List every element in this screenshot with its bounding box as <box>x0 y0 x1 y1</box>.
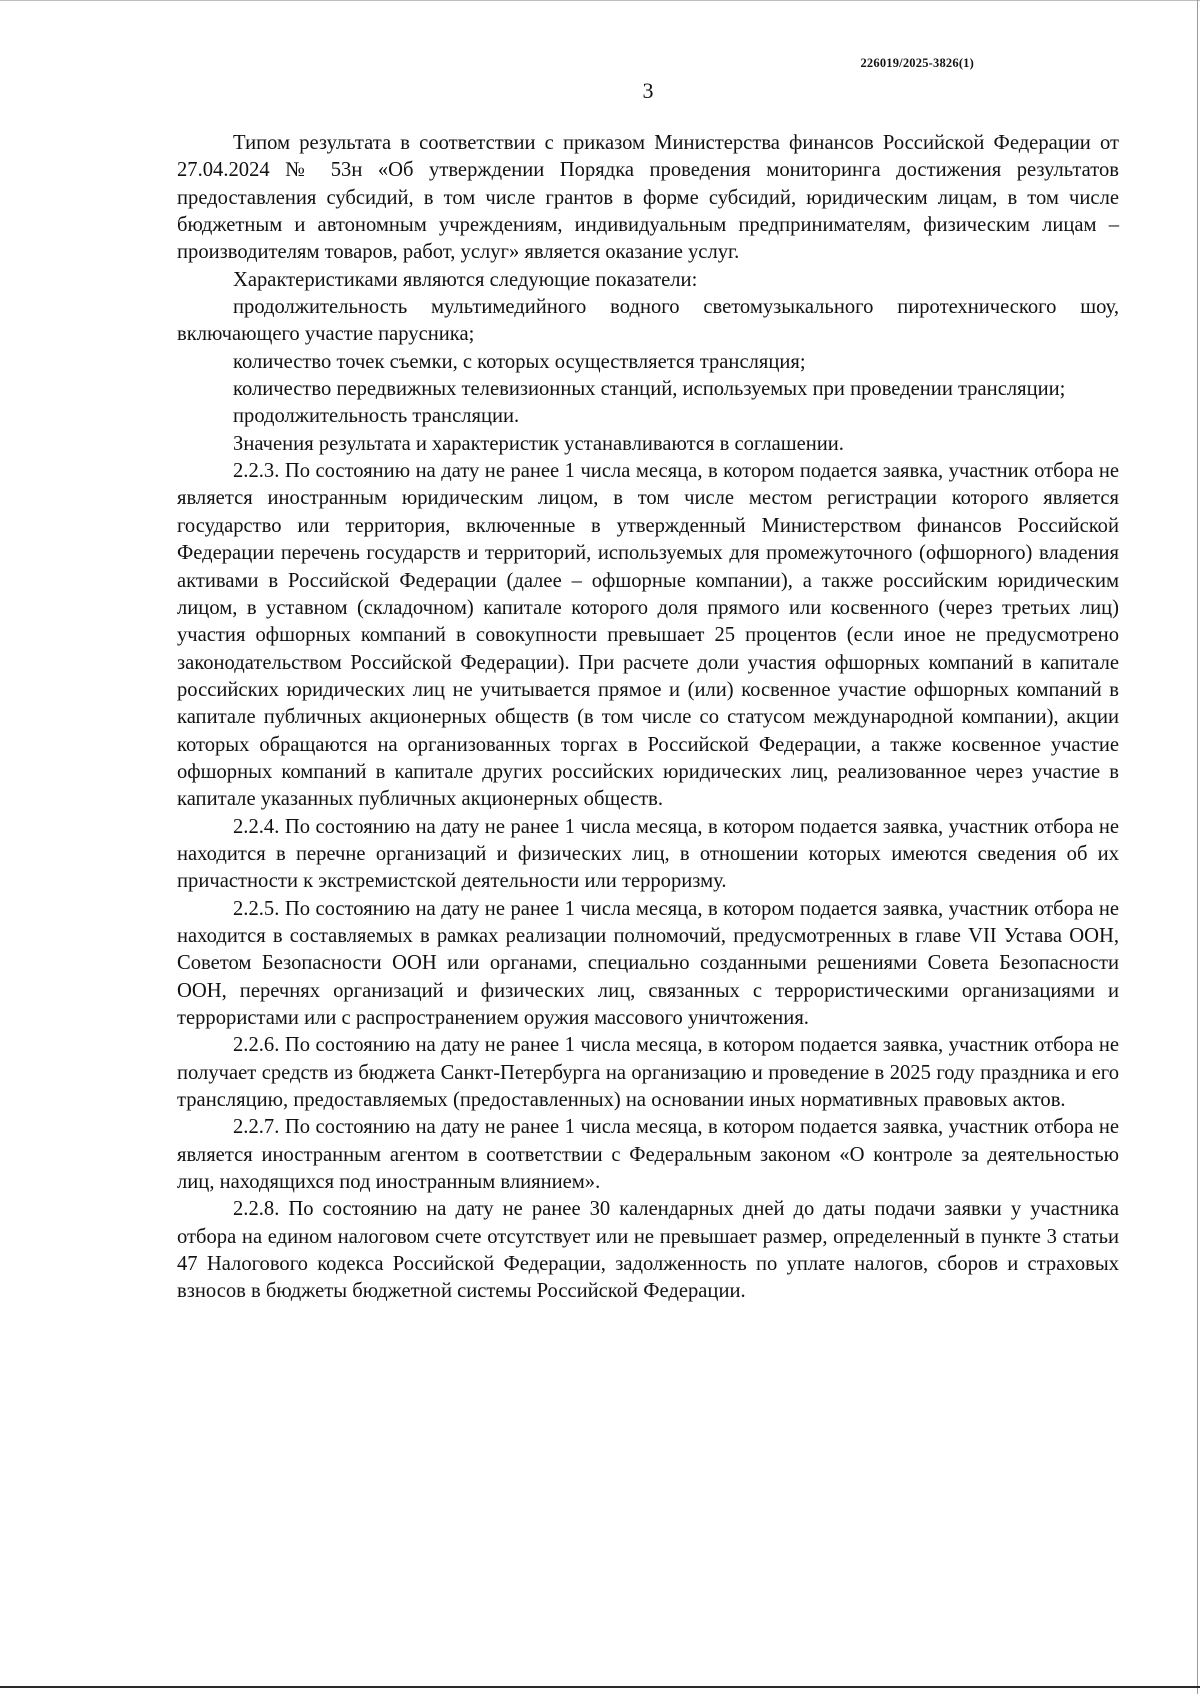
paragraph-2-2-3: 2.2.3. По состоянию на дату не ранее 1 числа месяца, в котором подается заявка, участник отбора не является иностранным юридическим лицом, в том числе местом регистрации которого является государство или территория, включенные в утвержденный Министерством финансов Российской Федерации перечень государств и территорий, используемых для промежуточного (офшорного) владения активами в Российской Федерации (далее – офшорные компании), а также российским юридическим лицом, в уставном (складочном) капитале которого доля прямого или косвенного (через третьих лиц) участия офшорных компаний в совокупности превышает 25 процентов (если иное не предусмотрено законодательством Российской Федерации). При расчете доли участия офшорных компаний в капитале российских юридических лиц не учитывается прямое и (или) косвенное участие офшорных компаний в капитале публичных акционерных обществ (в том числе со статусом международной компании), акции которых обращаются на организованных торгах в Российской Федерации, а также косвенное участие офшорных компаний в капитале других российских юридических лиц, реализованное через участие в капитале указанных публичных акционерных обществ. <box>177 460 1119 811</box>
paragraph-show-duration: продолжительность мультимедийного водного светомузыкального пиротехнического шоу, включающего участие парусника; <box>177 296 1119 346</box>
scan-edge-right <box>1197 0 1198 1694</box>
paragraph-tv-stations: количество передвижных телевизионных станций, используемых при проведении трансляции; <box>233 378 1066 401</box>
paragraph-broadcast-duration: продолжительность трансляции. <box>233 405 520 428</box>
paragraph-2-2-6: 2.2.6. По состоянию на дату не ранее 1 числа месяца, в котором подается заявка, участник отбора не получает средств из бюджета Санкт-Петербурга на организацию и проведение в 2025 году праздника и его трансляцию, предоставляемых (предоставленных) на основании иных нормативных правовых актов. <box>177 1034 1119 1112</box>
paragraph-shooting-points: количество точек съемки, с которых осуществляется трансляция; <box>233 350 806 373</box>
document-body <box>177 130 1119 1306</box>
scan-edge-top <box>0 0 1200 1</box>
paragraph-2-2-8: 2.2.8. По состоянию на дату не ранее 30 календарных дней до даты подачи заявки у участника отбора на едином налоговом счете отсутствует или не превышает размер, определенный в пункте 3 статьи 47 Налогового кодекса Российской Федерации, задолженность по уплате налогов, сборов и страховых взносов в бюджеты бюджетной системы Российской Федерации. <box>177 1198 1119 1303</box>
paragraph-2-2-4: 2.2.4. По состоянию на дату не ранее 1 числа месяца, в котором подается заявка, участник отбора не находится в перечне организаций и физических лиц, в отношении которых имеются сведения об их причастности к экстремистской деятельности или терроризму. <box>177 815 1119 893</box>
paragraph-2-2-5: 2.2.5. По состоянию на дату не ранее 1 числа месяца, в котором подается заявка, участник отбора не находится в составляемых в рамках реализации полномочий, предусмотренных в главе VII Устава ООН, Советом Безопасности ООН или органами, специально созданными решениями Совета Безопасности ООН, перечнях организаций и физических лиц, связанных с террористическими организациями и террористами или с распространением оружия массового уничтожения. <box>177 897 1119 1029</box>
paragraph-result-type: Типом результата в соответствии с приказом Министерства финансов Российской Федерации от 27.04.2024 № 53н «Об утверждении Порядка проведения мониторинга достижения результатов предоставления субсидий, в том числе грантов в форме субсидий, юридическим лицам, в том числе бюджетным и автономным учреждениям, индивидуальным предпринимателям, физическим лицам – производителям товаров, работ, услуг» является оказание услуг. <box>177 132 1119 264</box>
paragraph-2-2-7: 2.2.7. По состоянию на дату не ранее 1 числа месяца, в котором подается заявка, участник отбора не является иностранным агентом в соответствии с Федеральным законом «О контроле за деятельностью лиц, находящихся под иностранным влиянием». <box>177 1116 1119 1194</box>
scan-edge-bottom <box>0 1686 1200 1688</box>
paragraph-characteristics-intro: Характеристиками являются следующие показатели: <box>233 268 698 291</box>
document-number: 226019/2025-3826(1) <box>860 56 974 70</box>
paragraph-values-in-agreement: Значения результата и характеристик устанавливаются в соглашении. <box>233 432 844 455</box>
page-number: 3 <box>642 78 654 103</box>
